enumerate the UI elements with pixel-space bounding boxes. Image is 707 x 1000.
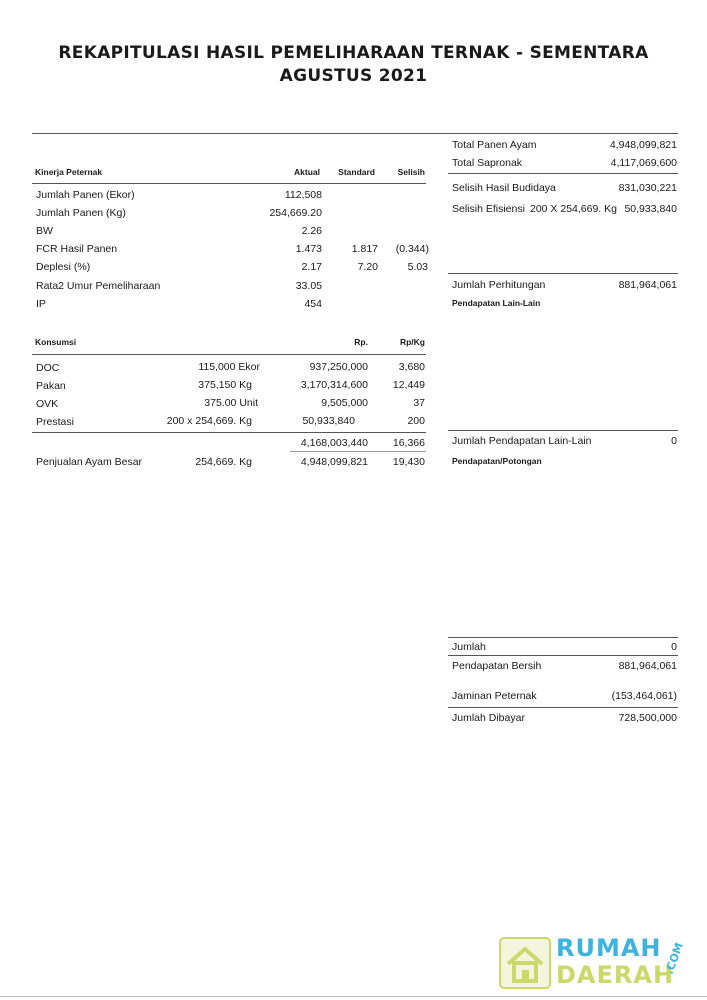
konsumsi-row-rpkg: 3,680 xyxy=(398,361,425,373)
kinerja-header-divider xyxy=(32,183,426,184)
top-divider xyxy=(32,133,678,134)
konsumsi-row-label: DOC xyxy=(36,362,60,374)
konsumsi-total-rp: 4,168,003,440 xyxy=(300,437,368,449)
jaminan-label: Jaminan Peternak xyxy=(452,690,537,702)
kinerja-row-label: Rata2 Umur Pemeliharaan xyxy=(36,280,161,292)
jumlah-perhitungan-value: 881,964,061 xyxy=(618,279,677,291)
kinerja-row-label: Jumlah Panen (Kg) xyxy=(36,207,126,219)
selisih-efisiensi-value: 50,933,840 xyxy=(624,203,677,215)
dibayar-divider xyxy=(448,707,678,708)
jumlah-perhitungan-label: Jumlah Perhitungan xyxy=(452,279,546,291)
konsumsi-row-rp: 9,505,000 xyxy=(321,397,368,409)
kinerja-row-label: Deplesi (%) xyxy=(36,261,91,273)
konsumsi-row-label: OVK xyxy=(36,398,59,410)
jumlah-pendapatan-lain-value: 0 xyxy=(671,435,677,447)
perhitungan-divider xyxy=(448,273,678,274)
konsumsi-row-rp: 50,933,840 xyxy=(302,415,355,427)
jumlah-divider xyxy=(448,637,678,638)
bersih-divider xyxy=(448,655,678,656)
jumlah-dibayar-label: Jumlah Dibayar xyxy=(452,712,525,724)
konsumsi-row-rpkg: 37 xyxy=(413,397,425,409)
selisih-budidaya-label: Selisih Hasil Budidaya xyxy=(452,182,556,194)
konsumsi-row-rpkg: 200 xyxy=(407,415,425,427)
kinerja-row-aktual: 2.17 xyxy=(301,261,322,273)
konsumsi-header-rp: Rp. xyxy=(354,337,368,347)
watermark-line2: DAERAH xyxy=(556,961,675,989)
kinerja-row-aktual: 1.473 xyxy=(295,243,322,255)
kinerja-row-selisih: 5.03 xyxy=(407,261,428,273)
konsumsi-row-qty: 375.00 Unit xyxy=(204,397,258,409)
kinerja-header-selisih: Selisih xyxy=(397,167,425,177)
penjualan-qty: 254,669. Kg xyxy=(195,456,252,468)
kinerja-row-standard: 7.20 xyxy=(357,261,378,273)
jaminan-value: (153,464,061) xyxy=(611,690,677,702)
pendapatan-bersih-value: 881,964,061 xyxy=(618,660,677,672)
watermark-suffix: .COM xyxy=(662,940,686,977)
kinerja-row-standard: 1.817 xyxy=(351,243,378,255)
watermark-line1: RUMAH xyxy=(556,934,662,962)
page-title: REKAPITULASI HASIL PEMELIHARAAN TERNAK - SEMENTARA xyxy=(58,43,649,63)
pendapatan-lain-divider xyxy=(448,430,678,431)
penjualan-rpkg: 19,430 xyxy=(392,456,425,468)
house-icon xyxy=(498,936,552,990)
kinerja-row-aktual: 112,508 xyxy=(284,189,322,201)
kinerja-row-selisih: (0.344) xyxy=(395,243,429,255)
konsumsi-total-rpkg: 16,366 xyxy=(392,437,425,449)
jumlah-dibayar-value: 728,500,000 xyxy=(618,712,677,724)
kinerja-row-aktual: 254,669.20 xyxy=(269,207,322,219)
jumlah-value: 0 xyxy=(671,641,677,653)
pendapatan-potongan-header: Pendapatan/Potongan xyxy=(452,456,542,466)
total-panen-value: 4,948,099,821 xyxy=(609,139,677,151)
pendapatan-lain-header: Pendapatan Lain-Lain xyxy=(452,298,541,308)
bottom-divider xyxy=(0,996,707,997)
konsumsi-total-underline xyxy=(290,451,426,452)
konsumsi-row-qty: 375,150 Kg xyxy=(198,379,252,391)
jumlah-label: Jumlah xyxy=(452,641,486,653)
kinerja-row-aktual: 33.05 xyxy=(295,280,322,292)
kinerja-row-label: BW xyxy=(36,225,53,237)
konsumsi-row-rp: 3,170,314,600 xyxy=(300,379,368,391)
jumlah-pendapatan-lain-label: Jumlah Pendapatan Lain-Lain xyxy=(452,435,592,447)
kinerja-header-label: Kinerja Peternak xyxy=(35,167,103,177)
kinerja-header-aktual: Aktual xyxy=(294,167,320,177)
konsumsi-row-rpkg: 12,449 xyxy=(392,379,425,391)
konsumsi-row-label: Prestasi xyxy=(36,416,74,428)
konsumsi-header-divider xyxy=(32,354,426,355)
total-sapronak-label: Total Sapronak xyxy=(452,157,523,169)
watermark-logo xyxy=(498,934,698,994)
kinerja-row-label: Jumlah Panen (Ekor) xyxy=(36,189,135,201)
kinerja-row-label: IP xyxy=(36,298,46,310)
page-subtitle: AGUSTUS 2021 xyxy=(279,66,428,86)
konsumsi-header-rpkg: Rp/Kg xyxy=(399,337,425,347)
konsumsi-row-rp: 937,250,000 xyxy=(309,361,368,373)
pendapatan-bersih-label: Pendapatan Bersih xyxy=(452,660,542,672)
total-panen-label: Total Panen Ayam xyxy=(452,139,537,151)
penjualan-rp: 4,948,099,821 xyxy=(300,456,368,468)
konsumsi-row-qty: 200 x 254,669. Kg xyxy=(166,415,252,427)
konsumsi-row-label: Pakan xyxy=(36,380,66,392)
konsumsi-row-qty: 115,000 Ekor xyxy=(198,361,260,373)
konsumsi-total-divider xyxy=(32,432,426,433)
sapronak-divider xyxy=(448,173,678,174)
selisih-efisiensi-label: Selisih Efisiensi xyxy=(452,203,525,215)
selisih-budidaya-value: 831,030,221 xyxy=(618,182,677,194)
kinerja-row-aktual: 454 xyxy=(304,298,322,310)
kinerja-row-label: FCR Hasil Panen xyxy=(36,243,118,255)
kinerja-row-aktual: 2.26 xyxy=(301,225,322,237)
selisih-efisiensi-calc: 200 X 254,669. Kg xyxy=(530,203,617,215)
konsumsi-header-label: Konsumsi xyxy=(35,337,77,347)
penjualan-label: Penjualan Ayam Besar xyxy=(36,456,143,468)
kinerja-header-standard: Standard xyxy=(338,167,375,177)
total-sapronak-value: 4,117,069,600 xyxy=(610,157,677,169)
